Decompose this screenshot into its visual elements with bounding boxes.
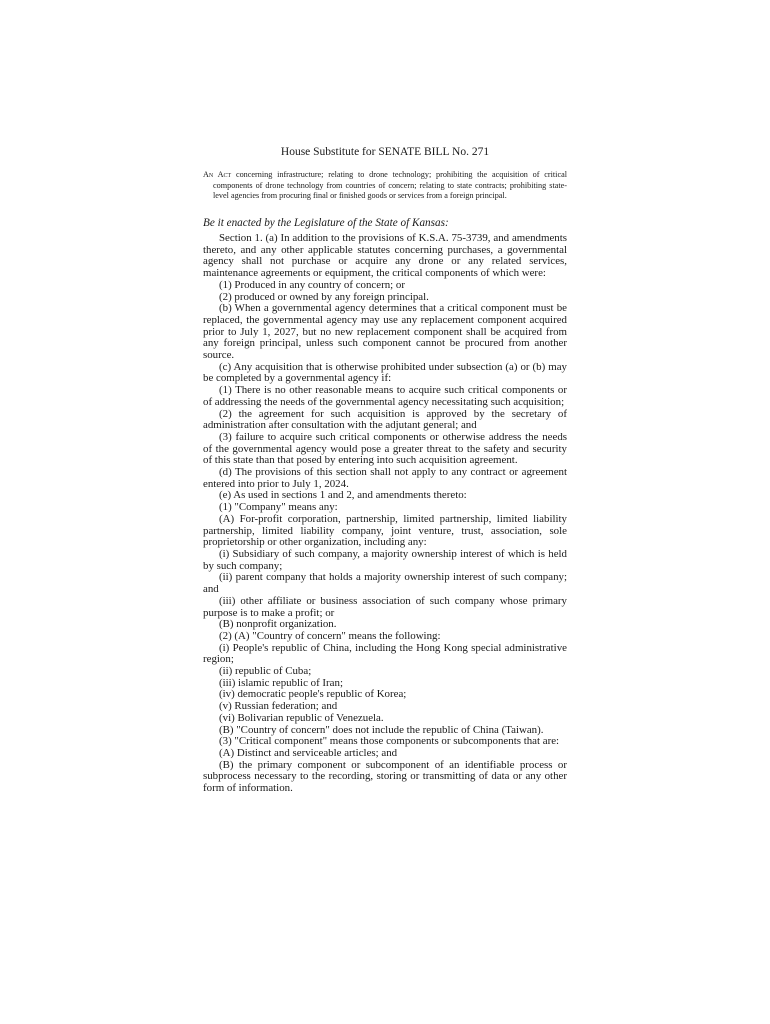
paragraph: (3) failure to acquire such critical components or otherwise address the needs of the governmental agency would pose a greater threat to the safety and security of this state than that posed by entering into such acquisition agreement. (203, 430, 567, 467)
paragraph: (A) Distinct and serviceable articles; and (219, 746, 398, 759)
act-summary (203, 170, 567, 202)
paragraph: (iii) other affiliate or business association of such company whose primary purpose is to make a profit; or (203, 594, 567, 619)
paragraph: (vi) Bolivarian republic of Venezuela. (219, 711, 384, 724)
paragraph: (ii) parent company that holds a majority ownership interest of such company; and (203, 571, 567, 596)
enacting-clause: Be it enacted by the Legislature of the State of Kansas: (203, 217, 449, 229)
paragraph: (B) the primary component or subcomponent of an identifiable process or subprocess necessary to the recording, storing or transmitting of data or any other form of information. (203, 758, 567, 795)
paragraph: (iv) democratic people's republic of Korea; (219, 688, 407, 701)
paragraph: (2) (A) "Country of concern" means the following: (219, 629, 441, 642)
paragraph: (i) People's republic of China, including the Hong Kong special administrative region; (203, 641, 567, 666)
act-summary-text (203, 170, 567, 202)
paragraph: (e) As used in sections 1 and 2, and amendments thereto: (219, 489, 467, 502)
act-body: concerning infrastructure; relating to drone technology; prohibiting the acquisition of critical components of drone technology from countries of concern; relating to state contracts; prohibiting state-level agencies from procuring final or finished goods or services from a foreign principal. (213, 170, 567, 201)
act-lead: An Act (203, 170, 232, 179)
paragraph: (i) Subsidiary of such company, a majority ownership interest of which is held by such company; (203, 547, 567, 572)
paragraph: (2) the agreement for such acquisition is approved by the secretary of administration after consultation with the adjutant general; and (203, 407, 567, 432)
paragraph: (2) produced or owned by any foreign principal. (219, 290, 429, 303)
paragraph: (v) Russian federation; and (219, 700, 338, 713)
paragraph: Section 1. (a) In addition to the provisions of K.S.A. 75-3739, and amendments thereto, and any other applicable statutes concerning purchases, a governmental agency shall not purchase or acquire any drone or any related services, maintenance agreements or equipment, the critical components of which were: (203, 232, 567, 280)
bill-body (203, 233, 567, 795)
paragraph: (1) There is no other reasonable means to acquire such critical components or of addressing the needs of the governmental agency necessitating such acquisition; (203, 384, 567, 408)
paragraph: (1) Produced in any country of concern; or (219, 278, 405, 291)
paragraph: (iii) islamic republic of Iran; (219, 676, 343, 689)
paragraph: (1) "Company" means any: (219, 501, 338, 514)
paragraph: (ii) republic of Cuba; (219, 665, 312, 678)
bill-title: House Substitute for SENATE BILL No. 271 (280, 146, 490, 158)
paragraph: (B) "Country of concern" does not include the republic of China (Taiwan). (219, 723, 544, 736)
paragraph: (A) For-profit corporation, partnership, limited partnership, limited liability partnership, limited liability company, joint venture, trust, association, sole proprietorship or other organization, including any: (203, 512, 567, 549)
paragraph: (B) nonprofit organization. (219, 618, 337, 631)
paragraph: (d) The provisions of this section shall not apply to any contract or agreement entered into prior to July 1, 2024. (203, 466, 567, 490)
paragraph: (3) "Critical component" means those components or subcomponents that are: (219, 735, 560, 748)
paragraph: (c) Any acquisition that is otherwise prohibited under subsection (a) or (b) may be completed by a governmental agency if: (203, 360, 567, 385)
paragraph: (b) When a governmental agency determines that a critical component must be replaced, the governmental agency may use any replacement component acquired prior to July 1, 2027, but no new replacement component shall be acquired from any foreign principal, unless such component cannot be procured from another source. (203, 302, 567, 362)
